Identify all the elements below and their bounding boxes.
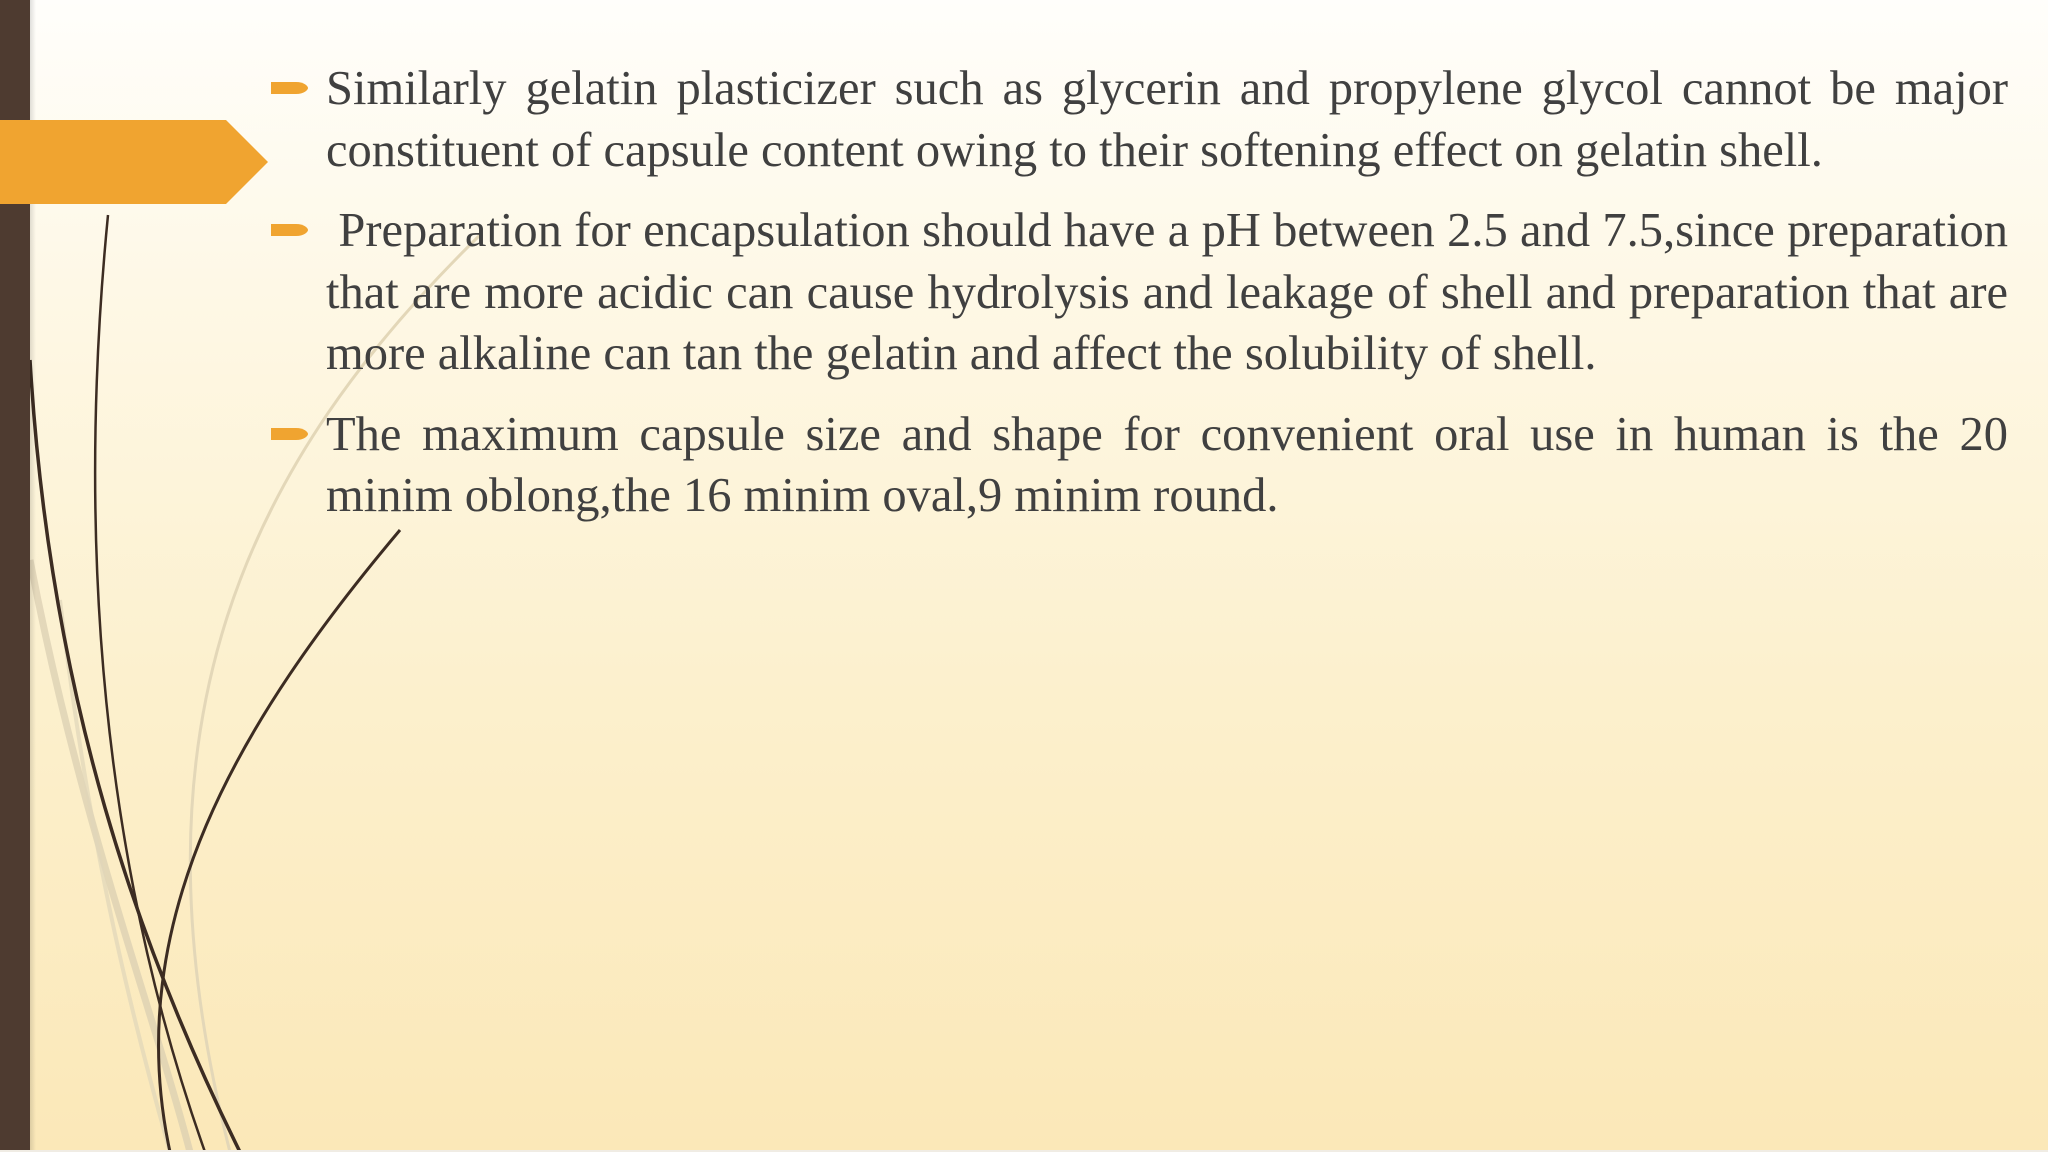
bullet-item bbox=[270, 404, 2008, 527]
bullet-text: The maximum capsule size and shape for convenient oral use in human is the 20 minim oblong,the 16 minim oval,9 minim round. bbox=[326, 407, 2008, 522]
arrow-right-icon bbox=[270, 218, 310, 242]
left-bar-shadow bbox=[30, 0, 36, 1152]
bullet-item bbox=[270, 200, 2021, 385]
arrow-right-icon bbox=[270, 422, 310, 446]
bullet-text: Preparation for encapsulation should have a pH between 2.5 and 7.5,since preparation that are more acidic can cause hydrolysis and leakage of shell and preparation that are more alkaline can tan the gelatin and affect the solubility of shell. bbox=[326, 204, 2021, 380]
orange-pointer-tab bbox=[0, 0, 280, 1152]
arrow-right-icon bbox=[270, 76, 310, 100]
left-accent-bar bbox=[0, 0, 30, 1152]
bullet-item bbox=[270, 58, 2008, 181]
bullet-list bbox=[270, 58, 2021, 546]
bullet-text: Similarly gelatin plasticizer such as glycerin and propylene glycol cannot be major constituent of capsule content owing to their softening effect on gelatin shell. bbox=[326, 62, 2008, 177]
